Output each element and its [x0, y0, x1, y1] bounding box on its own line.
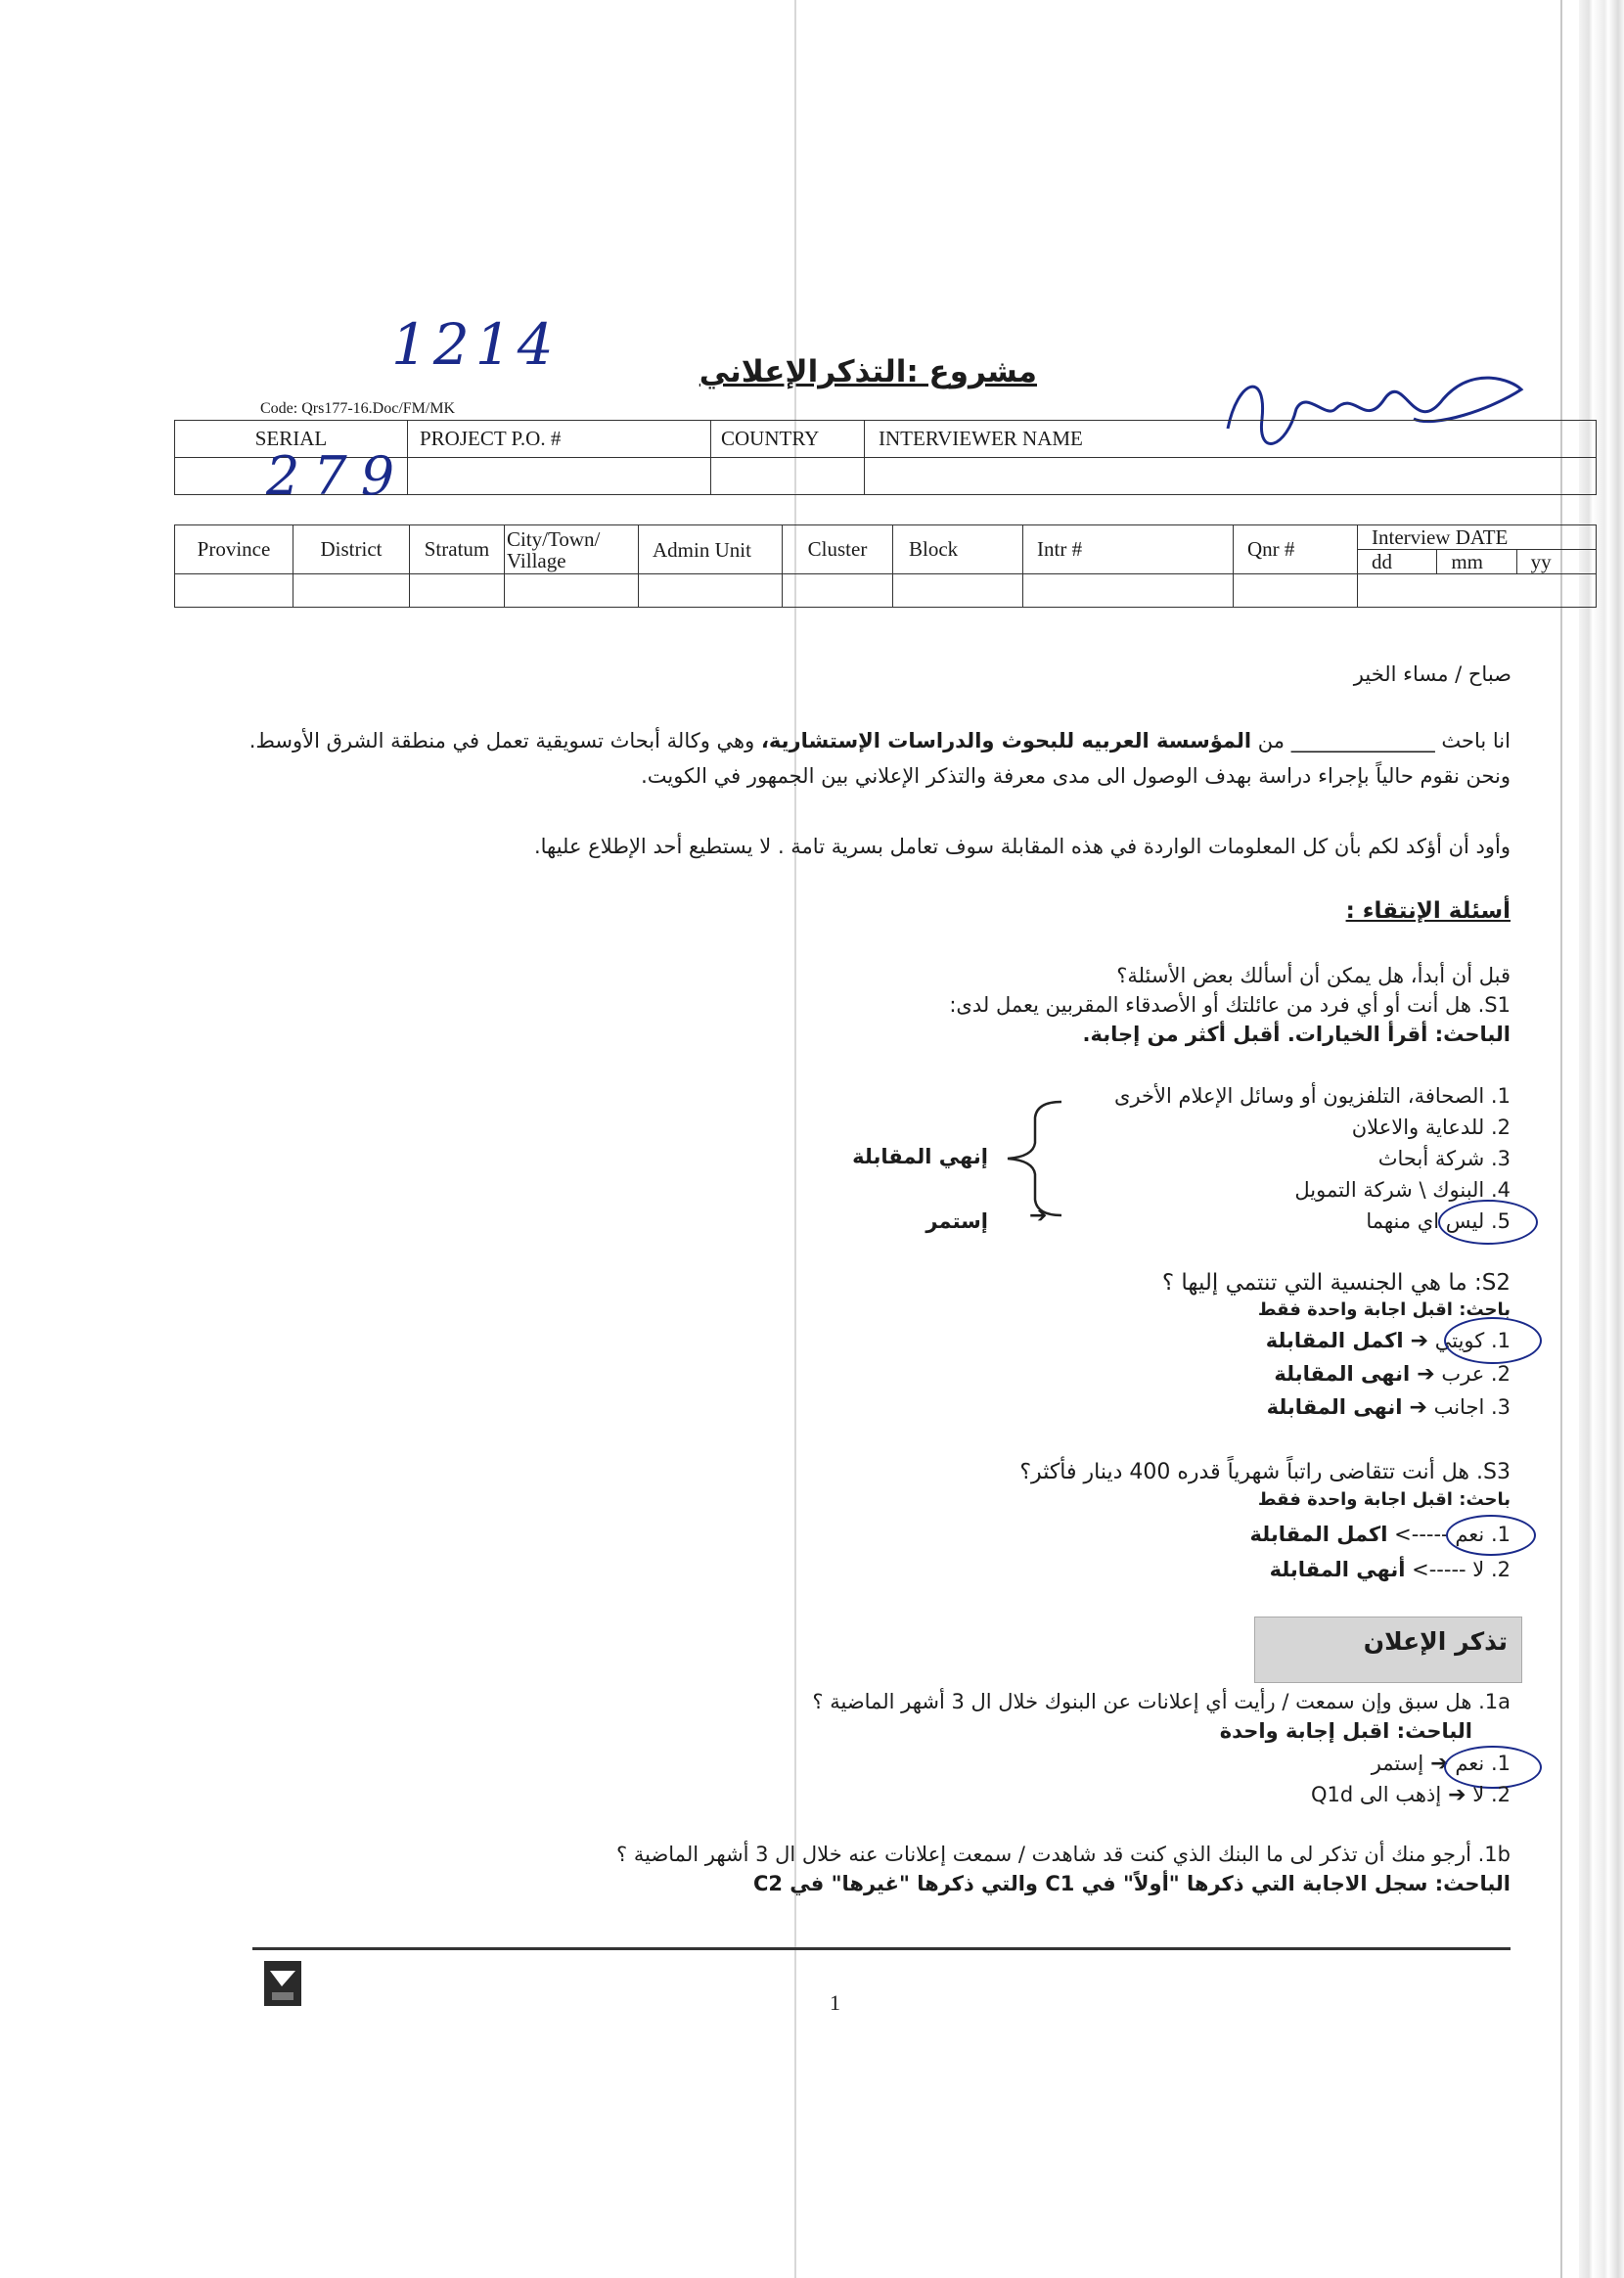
intro-line-2: ونحن نقوم حالياً بإجراء دراسة بهدف الوصول الى مدى معرفة والتذكر الإعلاني بين الجمهور في الكويت. [641, 764, 1511, 788]
s1-continue-label: إستمر [925, 1209, 988, 1233]
s2-option-2[interactable] [963, 1358, 1511, 1390]
s2-option-2-label: 2. عرب [1441, 1362, 1511, 1386]
project-po-cells[interactable] [408, 458, 711, 495]
q1b-question: 1b. أرجو منك أن تذكر لى ما البنك الذي كنت قد شاهدت / سمعت إعلانات عنه خلال ال 3 أشهر الماضية ؟ [616, 1843, 1511, 1866]
country-cells[interactable] [711, 458, 865, 495]
s3-option-1[interactable] [963, 1519, 1511, 1550]
admin-unit-label: Admin Unit [639, 525, 783, 574]
q1a-option-1-label: 1. نعم [1455, 1752, 1511, 1775]
intr-cells[interactable] [1023, 574, 1234, 608]
s1-option-1[interactable]: 1. الصحافة، التلفزيون أو وسائل الإعلام الأخرى [1114, 1084, 1511, 1108]
s3-option-1-label: 1. نعم [1455, 1523, 1511, 1546]
interviewer-name-label: INTERVIEWER NAME [865, 421, 1597, 458]
interviewer-name-cell[interactable] [865, 458, 1597, 495]
arrow-icon: ➔ [1441, 1783, 1466, 1807]
date-dd-label: dd [1358, 550, 1437, 573]
s3-option-2-action: أنهي المقابلة [1269, 1558, 1406, 1581]
block-cells[interactable] [893, 574, 1023, 608]
s1-terminate-label: إنهي المقابلة [852, 1145, 988, 1168]
footer-rule [252, 1947, 1511, 1950]
q1a-instruction: الباحث: اقبل إجابة واحدة [1219, 1719, 1472, 1743]
intro-line1-blank: ______________ [1290, 729, 1435, 752]
intro-line-1 [141, 726, 1511, 755]
scan-fold-line [794, 0, 796, 2278]
s3-option-2[interactable] [963, 1554, 1511, 1585]
s1-option-5[interactable]: 5. ليس اي منهما [1366, 1209, 1511, 1233]
interview-date-label: Interview DATE [1358, 525, 1596, 550]
s3-option-2-label: 2. لا [1472, 1558, 1511, 1581]
s2-option-3-action: انهى المقابلة [1266, 1395, 1403, 1419]
s1-question: S1. هل أنت أو أي فرد من عائلتك أو الأصدقاء المقربين يعمل لدى: [949, 993, 1511, 1017]
s1-instruction: الباحث: أقرأ الخيارات. أقبل أكثر من إجابة. [1082, 1023, 1511, 1046]
intro-line1-c: وهي وكالة أبحاث تسويقية تعمل في منطقة الشرق الأوسط. [248, 729, 755, 752]
recall-section-header [1254, 1617, 1522, 1683]
q1a-option-2[interactable] [1021, 1779, 1511, 1811]
s1-option-4[interactable]: 4. البنوك \ شركة التمويل [1294, 1178, 1511, 1202]
scan-edge-line [1560, 0, 1562, 2278]
qnr-cells[interactable] [1234, 574, 1358, 608]
qnr-label: Qnr # [1234, 525, 1358, 574]
intro-org-name: المؤسسة العربيه للبحوث والدراسات الإستشارية، [760, 729, 1252, 752]
country-label: COUNTRY [711, 421, 865, 458]
serial-handwritten: 279 [266, 445, 409, 507]
screening-heading: أسئلة الإنتقاء : [1345, 898, 1511, 924]
s2-question: S2: ما هي الجنسية التي تنتمي إليها ؟ [1161, 1270, 1511, 1296]
date-yy-label: yy [1530, 550, 1552, 573]
q1a-option-2-label: 2. لا [1472, 1783, 1511, 1806]
arrow-icon: ➔ [1410, 1362, 1435, 1387]
s2-option-1-label: 1. كويتي [1434, 1329, 1511, 1352]
screening-preface: قبل أن أبدأ، هل يمكن أن أسألك بعض الأسئلة؟ [1116, 964, 1511, 987]
q1a-question: 1a. هل سبق وإن سمعت / رأيت أي إعلانات عن البنوك خلال ال 3 أشهر الماضية ؟ [812, 1690, 1511, 1713]
s3-instruction: باحث: اقبل اجابة واحدة فقط [1257, 1489, 1511, 1510]
handwritten-number: 1214 [391, 311, 560, 378]
s1-option-2[interactable]: 2. للدعاية والاعلان [1351, 1116, 1511, 1139]
s2-answer-circle [1444, 1317, 1542, 1364]
intro-line1-a: انا باحث [1441, 729, 1511, 752]
serial-label: SERIAL [175, 421, 408, 458]
q1a-option-1-action: إستمر [1371, 1752, 1424, 1775]
intro-line-3: وأود أن أؤكد لكم بأن كل المعلومات الواردة في هذه المقابلة سوف تعامل بسرية تامة . لا يستطيع أحد الإطلاع عليها. [533, 835, 1511, 858]
header-table-2 [174, 524, 1597, 608]
page-number: 1 [830, 1990, 840, 2015]
date-mm-label: mm [1437, 550, 1516, 573]
s1-answer-circle [1438, 1200, 1538, 1245]
date-cells[interactable] [1358, 574, 1597, 608]
interview-date-label-cell [1358, 525, 1597, 574]
scan-edge [1579, 0, 1624, 2278]
form-title: مشروع :التذكرالإعلاني [699, 354, 1037, 389]
q1a-option-1[interactable] [1021, 1748, 1511, 1780]
project-po-label: PROJECT P.O. # [408, 421, 711, 458]
province-cells[interactable] [175, 574, 293, 608]
s2-option-3[interactable] [963, 1391, 1511, 1424]
form-code: Code: Qrs177-16.Doc/FM/MK [260, 400, 456, 417]
s2-option-2-action: انهى المقابلة [1274, 1362, 1411, 1386]
s2-option-1[interactable] [963, 1325, 1511, 1357]
cluster-cells[interactable] [783, 574, 893, 608]
greeting: صباح / مساء الخير [1353, 662, 1511, 686]
s2-option-1-action: اكمل المقابلة [1265, 1329, 1404, 1352]
cluster-label: Cluster [783, 525, 893, 574]
district-cells[interactable] [293, 574, 410, 608]
recall-section-title: تذكر الإعلان [1363, 1627, 1508, 1656]
s1-brace-icon [988, 1098, 1066, 1219]
stratum-label: Stratum [410, 525, 505, 574]
arrow-icon: ➔ [1403, 1329, 1429, 1353]
s1-option-3[interactable]: 3. شركة أبحاث [1377, 1147, 1511, 1170]
q1b-instruction: الباحث: سجل الاجابة التي ذكرها "أولاً" في C1 والتي ذكرها "غيرها" في C2 [752, 1872, 1511, 1895]
s3-option-1-arrow: -----> [1394, 1523, 1449, 1546]
s2-option-3-label: 3. اجانب [1433, 1395, 1511, 1419]
s3-option-2-arrow: -----> [1412, 1558, 1466, 1581]
s3-answer-circle [1446, 1515, 1536, 1556]
arrow-icon: ➔ [1423, 1752, 1449, 1776]
q1a-option-2-action: إذهب الى Q1d [1310, 1783, 1442, 1806]
s1-continue-arrow-icon: ➔ [1029, 1204, 1048, 1228]
s3-question: S3. هل أنت تتقاضى راتباً شهرياً قدره 400 دينار فأكثر؟ [1019, 1460, 1511, 1484]
s2-instruction: باحث: اقبل اجابة واحدة فقط [1257, 1299, 1511, 1320]
city-cells[interactable] [505, 574, 639, 608]
stratum-cells[interactable] [410, 574, 505, 608]
province-label: Province [175, 525, 293, 574]
admin-unit-cells[interactable] [639, 574, 783, 608]
district-label: District [293, 525, 410, 574]
intr-label: Intr # [1023, 525, 1234, 574]
s3-option-1-action: اكمل المقابلة [1249, 1523, 1388, 1546]
company-logo-icon [262, 1957, 303, 2010]
block-label: Block [893, 525, 1023, 574]
city-label: City/Town/ Village [505, 525, 639, 574]
arrow-icon: ➔ [1402, 1395, 1427, 1420]
intro-line1-b: من [1257, 729, 1286, 752]
